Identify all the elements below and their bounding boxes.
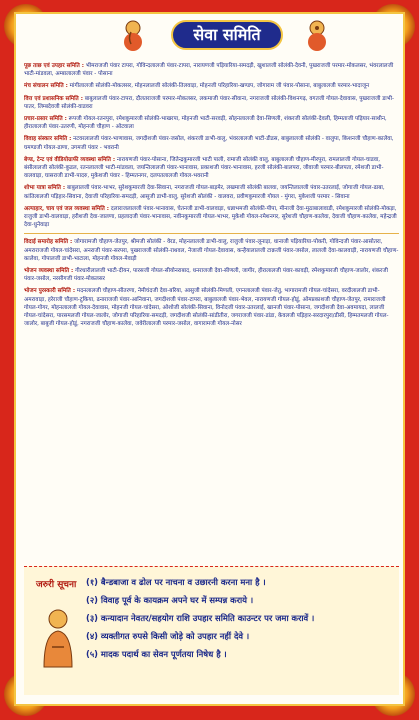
committee-members: मांगीलालजी सोलंकी-मोकलसर, मोहनलालजी सोलंकी-तिलवाड़ा, मोहनजी परिहारिया-खण्डप, जोगाराम जी पंवार-पोसाना, बाबुलालजी परमार-भादाजून — [69, 83, 370, 90]
committee-members: जोगारामजी चौहाण-जेतपुर, श्रीमजी सोलंकी - वेरड, मोहनलालजी डाभी-वालु, राजुजी पंवार-लूनाड़ा, धानाजी पड़ियारिया-पोकरी, गोविन्दजी पंवार-आसोतरा, अमराराजजी गोयल-चांदेसरा, अनराजी पंवार-सरपरा, पुखराजजी सोलंकी-राथवल, नेजाजी गोयल-देवावास, कन्हैयालालजी टाक़जी पंवार-जसोल, लालजी देवा-कालवाड़ी, नारायणजी चौहाण-कालेवा, गोपालजी डाभी-भाटाला, मोहनजी गोयल-मेवाड़ी — [24, 239, 399, 262]
committee-members: भीमराजजी पंवार टापरा, गोविन्दलालजी पंवार-टापरा, नारायणजी पड़ियारिया-समदड़ी, खुशालजी सोलंकी-देवनी, पुखराजजी परमार-मोकलसर, भंवरलालजी भाटी-मांडवला, अम्बालालजी पंवार - पोसाना — [24, 63, 394, 78]
committee-name: प्रचार-प्रसार समिति : — [24, 116, 67, 123]
committee-members: बाबुलालजी पंवार-भाभर, सुरेशकुमारजी देवा-सिवाना, नगराजजी गोयल-बाड़मेर, लखमाजी सोलंकी बालवा, जयन्तिलालजी पंवार-उतरलाई, जोगाजी गोयल-ढाबा, कांतिलालजी पड़िहार-सिवाना, देवाजी परिहारिया-समदड़ी, आसूजी डाभी-वालु, सुरेशजी सोलंकी - वालवरा, प्रवीणकुमारजी गोयल - मुंगरा, मुकेशजी परमार - सिवाना — [24, 185, 385, 200]
committee-name: विवाह संस्कार समिति : — [24, 136, 72, 143]
committee-name: पूछ ताछ एवं उपहार समिति : — [24, 63, 84, 69]
figure-icon — [38, 607, 78, 669]
committee-name: मंच संचालन समिति : — [24, 83, 68, 90]
committee-section — [24, 62, 399, 78]
committee-members: नटवरलालजी पंवार-भाणावास, जगदीशजी पंवार-जसोल, शंकरजी डाभी-वालु, भंवरलालजी भाटी-डीडस, बाबुलालजी सोलंकी - वालुपा, किशनजी चौहाण-कालेवा, घमण्डजी गोयल-ढाणा, उगमजी पंवार - भवरानी — [24, 136, 394, 151]
committee-members: बाबुलालजी पंवार-टापरा, दौलतराजजी परमार-मोकलसर, लकमाजी पंवार-सीवाना, नगराजजी सोलंकी-विशनगढ़, वगतजी गोयल-देवावास, पुखराजजी डाभी-पातर, लिम्बदेवजी सोलंकी-वाडवरा — [24, 95, 395, 110]
committee-name: शोभा यात्रा समिति : — [24, 185, 66, 192]
committee-section — [24, 135, 399, 151]
notice-label: जरुरी सूचना — [36, 580, 77, 590]
committee-section — [24, 287, 399, 328]
committee-name: विदाई समारोह समिति : — [24, 239, 73, 246]
committee-name: वित्त एवं प्रशासनिक समिति : — [24, 95, 83, 102]
notice-item: (४) व्यक्तीगत रुपसे किसी जोड़े को उपहार नहीं देवे । — [86, 631, 250, 641]
committee-members: दलाराजलालजी पंवार-भानावास, चेतनजी डाभी-वालवाड़ा, धन्नाभमजी सोलंकी-पीपा, मीनाजी देवा-मुठाबालावाडी, रमेशकुमारजी सोलंकी-मोकड़ा, राजुजी डाभी-वालवाड़ा, हरीशजी देवा-जालणा, प्रहलादजी पंवार-भानावास, नवीनकुमारजी गोयल-भाभर, मुकेशी गोयल-रमेशनगर, सुरेशजी चौहाण-कालेवा, देवाजी चौहाण-कालेवा, महेन्द्रजी देवा-धुनेवाड़ा — [24, 205, 397, 229]
notice-item: (२) विवाह पूर्व के कायक्रम अपने घर में सम्पन्न कराये । — [86, 595, 254, 605]
committee-name: भोजन व्यवस्था समिति : — [24, 268, 74, 275]
notice-item: (१) बैन्डबाजा व ढोल पर नाचना व उछारनी करना मना है । — [86, 577, 266, 587]
committee-section — [24, 156, 399, 181]
notice-item: (३) कन्यादान नेवतर/सहयोग राशि उपहार समिति काउन्टर पर जमा करावें । — [86, 613, 315, 623]
notice-list — [86, 573, 392, 663]
committee-section — [24, 267, 399, 283]
committee-section — [24, 184, 399, 200]
page-title: सेवा समिति — [171, 20, 283, 50]
committee-section — [24, 95, 399, 111]
ganesha-icon — [122, 18, 144, 52]
committee-name: अल्पाहार, चाय एवं जल व्यवस्था समिति : — [24, 205, 110, 212]
committee-section — [24, 82, 399, 90]
committee-list — [24, 62, 399, 560]
committee-name: भोजन पुरस्कारी समिति : — [24, 288, 76, 295]
deity-icon — [306, 18, 328, 52]
committee-members: नारायणजी पंवार-पोसाना, जितेन्द्रकुमारजी भाटी पाली, रामाजी सोलंकी वालु, बाबुलालजी चौहाण-मीरपुरा, रामलालजी गोयल-चाडवा, बंसीलालजी सोलंकी-कुडल, रतनलालजी भाटी-मांडवला, जयन्तिलालजी पंवार-भानावास, प्रकाशजी पंवार-भानावास, हरजी सोलंकी-बालपरा, जीवाजी परमार-बीलपता, रमेशजी डाभी-वालवाड़ा, घासराजी डाभी-पादरु, मुकेशजी पंवार - हिम्मतनगर, दलपतलालजी गोयल-भवरानी — [24, 156, 384, 180]
content-panel — [14, 12, 405, 706]
notice-item: (५) मादक पदार्थ का सेवन पूर्णतया निषेध है । — [86, 649, 227, 659]
divider — [24, 233, 399, 234]
committee-members: मदनलालजी चौहाण-सीतरणा, नेमीचंदजी देवा-बरिया, आसुजी सोलंकी-मिणली, एगनलालजी पंवार-जेतु, भागारामजी गोयल-चांदेसरा, वरदीलालजी डाभी-अमरावाड़ा, हरेराजी चौहाण-टूकिया, ढनाराजजी पंवार-आनिवाना, जगदीशजी पंवार-टापरा, बाबुलालजी पंवार-भेवल, नारायणजी गोयल-हाेडूं, ओमप्रकाशजी चौहाण-जेतपुर, रामाराजजी गोयल-गोगर, मोहनलालजी गोयल-देवावास, मोहनजी गोयल-चांदेसरा, ओशोजी सोलंकी-सिवाना, विनोदजी पंवार-उतरलाई, खानजी पंवार-पोसाना, जगदीशजी देवा-अवमायदा, लालजी गोयल-चांदेसरा, पारसमलजी गोयल-जालोर, जोगाजी परिहारिया-समदड़ी, जगदीशजी सोलंकी-सांडीतीरा, जगराजजी पंवार-डांडा, केवलजी पड़िहार-सरदारपुरा/डीसी, हिम्मतमलजी गोयल-जालोर, बाबुजी गोयल-होडूं, नगराजजी चौहाण-कालेवा, जवेरीलालजी परमार-जसोल, वागारामजी गोयल-नोसर — [24, 288, 389, 328]
committee-section — [24, 205, 399, 230]
important-notice — [24, 566, 399, 695]
committee-section — [24, 115, 399, 131]
committee-name: बेण्ड, टेन्ट एवं वीडियोग्राफी व्यवस्था समिति : — [24, 156, 116, 163]
committee-members: रूपजी गोयल-रतनपुरा, रमेशकुमारजी सोलंकी-भाखरपा, मोहनजी भाटी-सरवड़ी, सोहनलालजी देवा-सिणली, शंकरजी सोलंकी-देवली, हिम्मताजी पड़ियार-साथीन, हीरालालजी पंवार-उतरणी, मोहनजी चौहाण - ओटवाला — [24, 116, 387, 131]
committee-members: गीरधारीलालजी भाटी-दीयन, पारसजी गोयल-सीयोनराबाद, धनराजजी देवा-सीणली, जागीर, हीरालालजी पंवार-कावड़ी, रमेशकुमारजी चौहाण-जालोर, शंकरजी पंवार-जसोल, नरसीगजी पंवार-मोकलसर — [24, 268, 388, 283]
header — [16, 14, 403, 60]
committee-section — [24, 238, 399, 263]
